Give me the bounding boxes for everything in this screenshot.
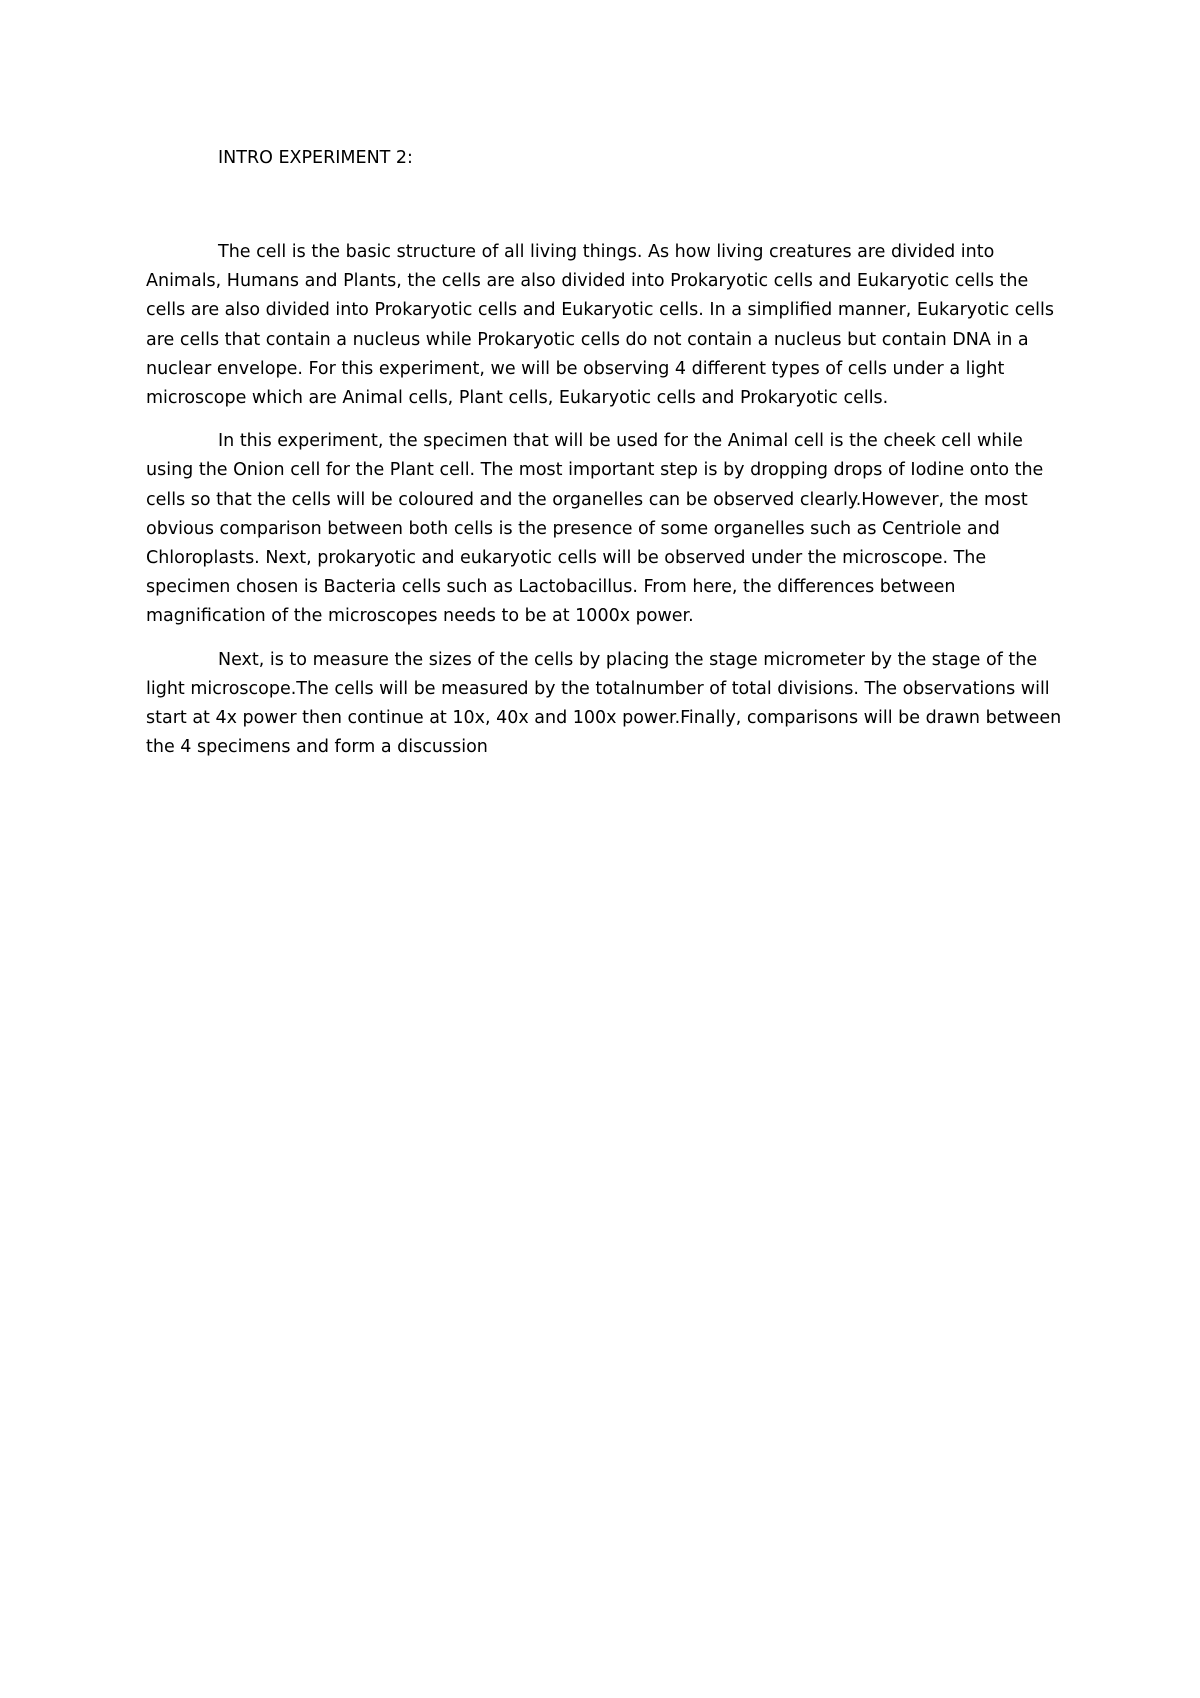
paragraph-intro: The cell is the basic structure of all living things. As how living creatures are divided into Animals, Humans and Plants, the cells are also divided into Prokaryotic cells and Eukaryotic cells the cells are also divided into Prokaryotic cells and Eukaryotic cells. In a simplified manner, Eukaryotic cells are cells that contain a nucleus while Prokaryotic cells do not contain a nucleus but contain DNA in a nuclear envelope. For this experiment, we will be observing 4 different types of cells under a light microscope which are Animal cells, Plant cells, Eukaryotic cells and Prokaryotic cells. bbox=[146, 242, 1054, 409]
document-body bbox=[146, 238, 1066, 776]
document-title: INTRO EXPERIMENT 2: bbox=[218, 148, 413, 168]
paragraph-measurement: Next, is to measure the sizes of the cells by placing the stage micrometer by the stage of the light microscope.The cells will be measured by the totalnumber of total divisions. The observations will start at 4x power then continue at 10x, 40x and 100x power.Finally, comparisons will be drawn between the 4 specimens and form a discussion bbox=[146, 649, 1062, 758]
paragraph-specimens: In this experiment, the specimen that will be used for the Animal cell is the cheek cell while using the Onion cell for the Plant cell. The most important step is by dropping drops of Iodine onto the cells so that the cells will be coloured and the organelles can be observed clearly.However, the most obvious comparison between both cells is the presence of some organelles such as Centriole and Chloroplasts. Next, prokaryotic and eukaryotic cells will be observed under the microscope. The specimen chosen is Bacteria cells such as Lactobacillus. From here, the differences between magnification of the microscopes needs to be at 1000x power. bbox=[146, 431, 1044, 627]
